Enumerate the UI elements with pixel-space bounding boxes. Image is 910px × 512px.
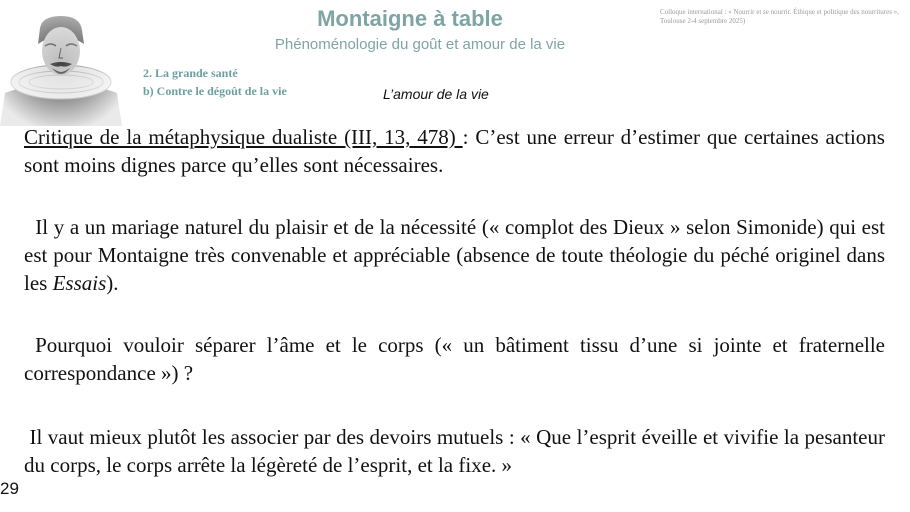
slide-number: 29 [0, 479, 19, 498]
paragraph-mutual-duties [24, 423, 885, 479]
paragraph-soul-body [24, 331, 885, 387]
slide-title: Montaigne à table [317, 6, 503, 31]
dualism-text: : C’est une erreur d’estimer que certaines actions sont moins dignes parce qu’elles sont nécessaires. [24, 125, 885, 177]
montaigne-portrait [0, 8, 122, 126]
section-subheading: b) Contre le dégoût de la vie [143, 84, 287, 98]
marriage-text: Il y a un mariage naturel du plaisir et de la nécessité (« complot des Dieux » selon Simonide) qui est est pour Montaigne très convenable et appréciable (absence de toute théologie du péché originel dans les [24, 215, 885, 295]
slide-subtitle: Phénoménologie du goût et amour de la vie [274, 36, 566, 53]
conference-note: Colloque international : « Nourrir et se nourrir. Éthique et politique des nourritures », Toulouse 2-4 septembre 2025) [660, 8, 899, 25]
mutual-duties-text: Il vaut mieux plutôt les associer par des devoirs mutuels : « Que l’esprit éveille et vivifie la pesanteur du corps, le corps arrête la légèreté de l’esprit, et la fixe. » [24, 425, 885, 477]
marriage-text-end: ). [106, 271, 119, 295]
dualism-reference: Critique de la métaphysique dualiste (III, 13, 478) [24, 125, 463, 149]
slide-tagline: L’amour de la vie [383, 86, 489, 102]
paragraph-dualism [24, 123, 885, 179]
soul-body-text: Pourquoi vouloir séparer l’âme et le corps (« un bâtiment tissu d’une si jointe et fraternelle correspondance ») ? [24, 333, 886, 385]
section-number: 2. La grande santé [143, 66, 238, 80]
essais-title: Essais [52, 271, 107, 295]
paragraph-marriage [24, 213, 885, 297]
